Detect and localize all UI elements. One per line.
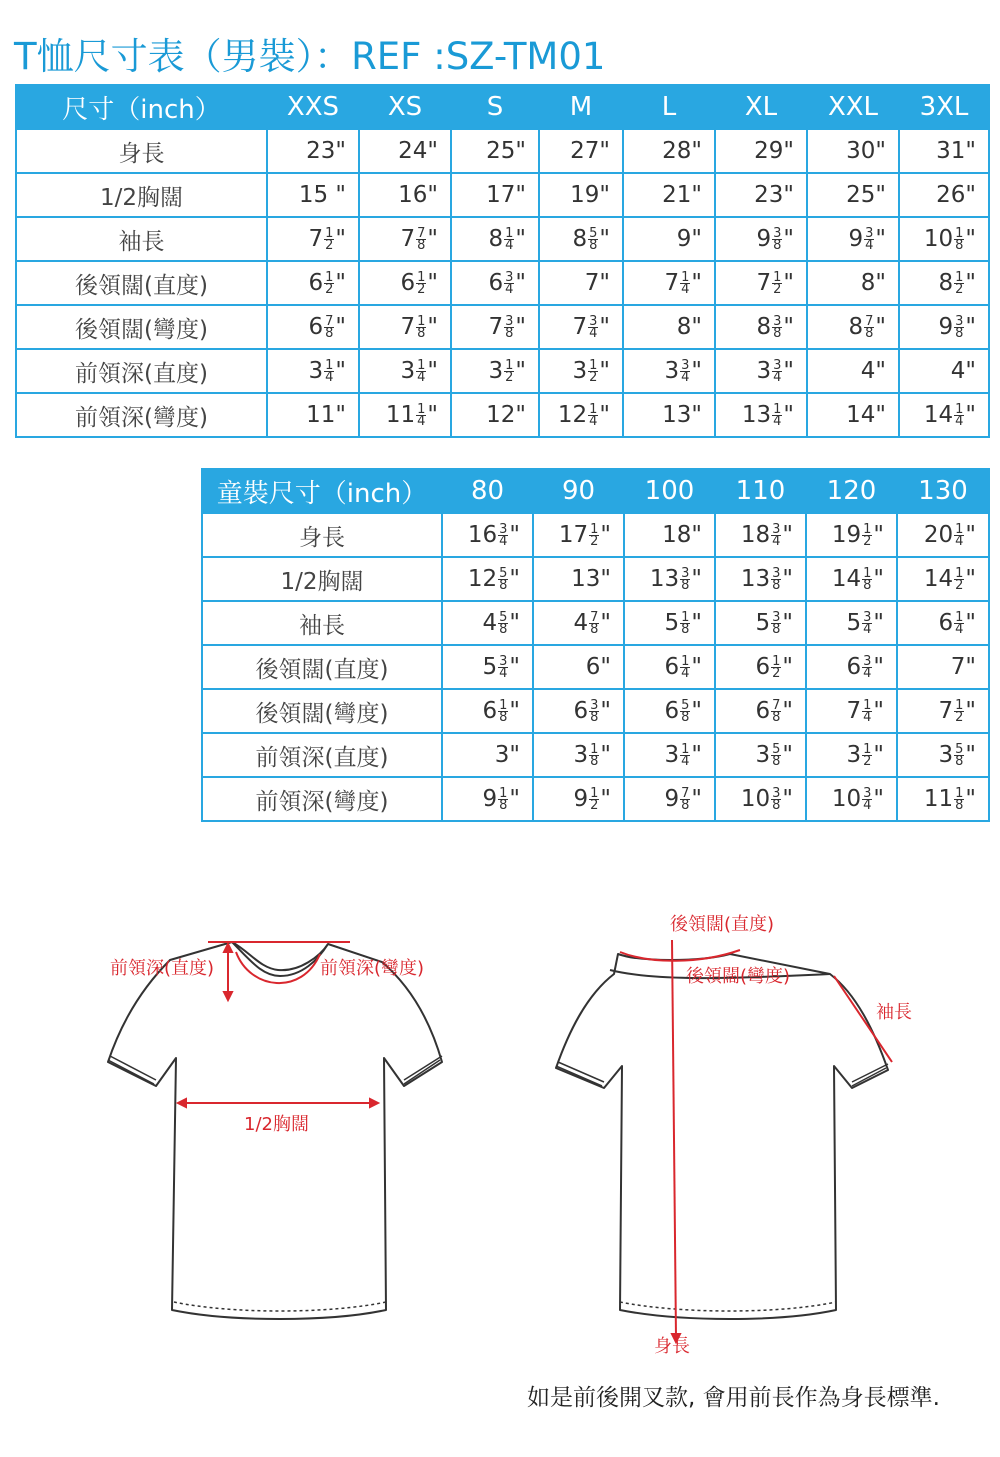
back-neck-width-straight-label: 後領闊(直度) xyxy=(670,914,775,935)
measurement-cell: 6 $\frac{3}{8}$ " xyxy=(533,689,624,733)
kids-header-row xyxy=(202,469,989,513)
measurement-cell: 5 $\frac{3}{4}$ " xyxy=(806,601,897,645)
measurement-cell: 13 $\frac{1}{4}$ " xyxy=(715,393,807,437)
measurement-cell: 17 $\frac{1}{2}$ " xyxy=(533,513,624,557)
front-neck-depth-straight-label: 前領深(直度) xyxy=(110,958,215,979)
row-label: 1/2胸闊 xyxy=(202,557,442,601)
measurement-cell: 14 $\frac{1}{8}$ " xyxy=(806,557,897,601)
table-row xyxy=(16,261,989,305)
measurement-cell: 7 $\frac{1}{2}$ " xyxy=(897,689,989,733)
measurement-cell: 6 $\frac{1}{4}$ " xyxy=(624,645,715,689)
measurement-cell: 5 $\frac{3}{4}$ " xyxy=(442,645,533,689)
measurement-cell: 6 $\frac{1}{2}$ " xyxy=(267,261,359,305)
measurement-cell: 7 $\frac{3}{8}$ " xyxy=(451,305,539,349)
measurement-cell: 13 $\frac{3}{8}$ " xyxy=(624,557,715,601)
measurement-cell: 7 $\frac{1}{8}$ " xyxy=(359,305,451,349)
measurement-cell: 28" xyxy=(623,129,715,173)
measurement-cell: 30" xyxy=(807,129,899,173)
kids-size-header: 90 xyxy=(533,469,624,513)
measurement-cell: 3 $\frac{3}{4}$ " xyxy=(623,349,715,393)
measurement-cell: 6 $\frac{3}{4}$ " xyxy=(806,645,897,689)
measurement-cell: 7 $\frac{1}{2}$ " xyxy=(267,217,359,261)
table-row xyxy=(202,689,989,733)
measurement-cell: 10 $\frac{1}{8}$ " xyxy=(899,217,989,261)
measurement-cell: 9 $\frac{1}{8}$ " xyxy=(442,777,533,821)
men-size-header: L xyxy=(623,85,715,129)
measurement-cell: 14 $\frac{1}{2}$ " xyxy=(897,557,989,601)
men-size-header: XS xyxy=(359,85,451,129)
sleeve-length-label: 袖長 xyxy=(876,1002,912,1023)
measurement-cell: 3 $\frac{5}{8}$ " xyxy=(897,733,989,777)
men-size-header: XXL xyxy=(807,85,899,129)
measurement-cell: 9 $\frac{1}{2}$ " xyxy=(533,777,624,821)
men-size-header: M xyxy=(539,85,623,129)
measurement-cell: 3 $\frac{1}{2}$ " xyxy=(806,733,897,777)
table-row xyxy=(202,557,989,601)
kids-header-label: 童裝尺寸（inch） xyxy=(202,469,442,513)
measurement-cell: 20 $\frac{1}{4}$ " xyxy=(897,513,989,557)
measurement-cell: 3 $\frac{1}{4}$ " xyxy=(624,733,715,777)
row-label: 身長 xyxy=(202,513,442,557)
row-label: 後領闊(直度) xyxy=(16,261,267,305)
measurement-cell: 6 $\frac{3}{4}$ " xyxy=(451,261,539,305)
measurement-cell: 9 $\frac{3}{4}$ " xyxy=(807,217,899,261)
measurement-cell: 8 $\frac{3}{8}$ " xyxy=(715,305,807,349)
measurement-cell: 12 $\frac{1}{4}$ " xyxy=(539,393,623,437)
tshirt-diagram xyxy=(0,890,1000,1370)
table-row xyxy=(16,305,989,349)
measurement-cell: 6 $\frac{1}{8}$ " xyxy=(442,689,533,733)
measurement-cell: 7 $\frac{1}{4}$ " xyxy=(623,261,715,305)
kids-size-table xyxy=(201,468,990,822)
measurement-cell: 12 $\frac{5}{8}$ " xyxy=(442,557,533,601)
measurement-cell: 4" xyxy=(807,349,899,393)
measurement-cell: 4 $\frac{7}{8}$ " xyxy=(533,601,624,645)
measurement-cell: 3 $\frac{5}{8}$ " xyxy=(715,733,806,777)
measurement-cell: 17" xyxy=(451,173,539,217)
measurement-cell: 25" xyxy=(451,129,539,173)
measurement-cell: 5 $\frac{3}{8}$ " xyxy=(715,601,806,645)
measurement-cell: 7 $\frac{3}{4}$ " xyxy=(539,305,623,349)
row-label: 前領深(直度) xyxy=(202,733,442,777)
measurement-cell: 3 $\frac{3}{4}$ " xyxy=(715,349,807,393)
table-row xyxy=(16,349,989,393)
measurement-cell: 13" xyxy=(623,393,715,437)
measurement-cell: 9 $\frac{3}{8}$ " xyxy=(715,217,807,261)
measurement-cell: 3 $\frac{1}{8}$ " xyxy=(533,733,624,777)
kids-size-header: 80 xyxy=(442,469,533,513)
measurement-cell: 23" xyxy=(267,129,359,173)
measurement-cell: 8 $\frac{1}{2}$ " xyxy=(899,261,989,305)
measurement-cell: 27" xyxy=(539,129,623,173)
measurement-cell: 21" xyxy=(623,173,715,217)
measurement-cell: 10 $\frac{3}{4}$ " xyxy=(806,777,897,821)
measurement-cell: 9" xyxy=(623,217,715,261)
front-neck-depth-curve-label: 前領深(彎度) xyxy=(320,958,425,979)
row-label: 袖長 xyxy=(16,217,267,261)
measurement-cell: 3" xyxy=(442,733,533,777)
measurement-cell: 8 $\frac{5}{8}$ " xyxy=(539,217,623,261)
measurement-cell: 4" xyxy=(899,349,989,393)
kids-size-header: 110 xyxy=(715,469,806,513)
table-row xyxy=(202,733,989,777)
measurement-cell: 26" xyxy=(899,173,989,217)
measurement-cell: 19 $\frac{1}{2}$ " xyxy=(806,513,897,557)
measurement-cell: 9 $\frac{7}{8}$ " xyxy=(624,777,715,821)
table-row xyxy=(16,393,989,437)
row-label: 後領闊(直度) xyxy=(202,645,442,689)
measurement-cell: 11" xyxy=(267,393,359,437)
measurement-cell: 13" xyxy=(533,557,624,601)
body-length-label: 身長 xyxy=(654,1336,690,1357)
men-header-row xyxy=(16,85,989,129)
measurement-cell: 18 $\frac{3}{4}$ " xyxy=(715,513,806,557)
men-size-table xyxy=(15,84,990,438)
men-size-header: XL xyxy=(715,85,807,129)
measurement-cell: 10 $\frac{3}{8}$ " xyxy=(715,777,806,821)
measurement-cell: 11 $\frac{1}{4}$ " xyxy=(359,393,451,437)
table-row xyxy=(16,173,989,217)
table-row xyxy=(202,513,989,557)
measurement-cell: 6 $\frac{7}{8}$ " xyxy=(715,689,806,733)
back-tshirt-outline xyxy=(556,954,888,1319)
measurement-cell: 7 $\frac{7}{8}$ " xyxy=(359,217,451,261)
kids-size-header: 130 xyxy=(897,469,989,513)
measurement-cell: 16" xyxy=(359,173,451,217)
measurement-cell: 3 $\frac{1}{4}$ " xyxy=(359,349,451,393)
measurement-cell: 3 $\frac{1}{4}$ " xyxy=(267,349,359,393)
measurement-cell: 25" xyxy=(807,173,899,217)
men-size-header: 3XL xyxy=(899,85,989,129)
row-label: 前領深(彎度) xyxy=(202,777,442,821)
measurement-cell: 13 $\frac{3}{8}$ " xyxy=(715,557,806,601)
row-label: 袖長 xyxy=(202,601,442,645)
table-row xyxy=(202,601,989,645)
measurement-cell: 8" xyxy=(807,261,899,305)
row-label: 前領深(彎度) xyxy=(16,393,267,437)
row-label: 後領闊(彎度) xyxy=(202,689,442,733)
measurement-cell: 12" xyxy=(451,393,539,437)
measurement-cell: 6 $\frac{1}{2}$ " xyxy=(359,261,451,305)
kids-size-header: 100 xyxy=(624,469,715,513)
measurement-cell: 3 $\frac{1}{2}$ " xyxy=(451,349,539,393)
page-title: T恤尺寸表（男裝）：REF :SZ-TM01 xyxy=(14,35,606,78)
row-label: 1/2胸闊 xyxy=(16,173,267,217)
measurement-cell: 5 $\frac{1}{8}$ " xyxy=(624,601,715,645)
measurement-cell: 8" xyxy=(623,305,715,349)
table-row xyxy=(202,645,989,689)
men-size-header: XXS xyxy=(267,85,359,129)
men-header-label: 尺寸（inch） xyxy=(16,85,267,129)
back-neck-width-curve-label: 後領闊(彎度) xyxy=(686,966,791,987)
measurement-cell: 14 $\frac{1}{4}$ " xyxy=(899,393,989,437)
measurement-cell: 29" xyxy=(715,129,807,173)
table-row xyxy=(202,777,989,821)
measurement-cell: 23" xyxy=(715,173,807,217)
row-label: 身長 xyxy=(16,129,267,173)
measurement-cell: 7" xyxy=(539,261,623,305)
measurement-cell: 6 $\frac{5}{8}$ " xyxy=(624,689,715,733)
half-chest-label: 1/2胸闊 xyxy=(244,1114,309,1135)
men-size-header: S xyxy=(451,85,539,129)
measurement-cell: 9 $\frac{3}{8}$ " xyxy=(899,305,989,349)
measurement-cell: 8 $\frac{1}{4}$ " xyxy=(451,217,539,261)
measurement-cell: 6" xyxy=(533,645,624,689)
measurement-cell: 6 $\frac{1}{4}$ " xyxy=(897,601,989,645)
measurement-cell: 19" xyxy=(539,173,623,217)
measurement-cell: 15 " xyxy=(267,173,359,217)
measurement-cell: 4 $\frac{5}{8}$ " xyxy=(442,601,533,645)
measurement-cell: 14" xyxy=(807,393,899,437)
measurement-cell: 8 $\frac{7}{8}$ " xyxy=(807,305,899,349)
row-label: 前領深(直度) xyxy=(16,349,267,393)
measurement-cell: 7 $\frac{1}{2}$ " xyxy=(715,261,807,305)
kids-size-header: 120 xyxy=(806,469,897,513)
footnote: 如是前後開叉款, 會用前長作為身長標準. xyxy=(527,1385,940,1411)
measurement-cell: 6 $\frac{7}{8}$ " xyxy=(267,305,359,349)
back-measure-lines xyxy=(620,940,892,1342)
measurement-cell: 7" xyxy=(897,645,989,689)
row-label: 後領闊(彎度) xyxy=(16,305,267,349)
measurement-cell: 6 $\frac{1}{2}$ " xyxy=(715,645,806,689)
measurement-cell: 3 $\frac{1}{2}$ " xyxy=(539,349,623,393)
measurement-cell: 16 $\frac{3}{4}$ " xyxy=(442,513,533,557)
measurement-cell: 24" xyxy=(359,129,451,173)
table-row xyxy=(16,129,989,173)
table-row xyxy=(16,217,989,261)
measurement-cell: 31" xyxy=(899,129,989,173)
measurement-cell: 18" xyxy=(624,513,715,557)
measurement-cell: 11 $\frac{1}{8}$ " xyxy=(897,777,989,821)
measurement-cell: 7 $\frac{1}{4}$ " xyxy=(806,689,897,733)
